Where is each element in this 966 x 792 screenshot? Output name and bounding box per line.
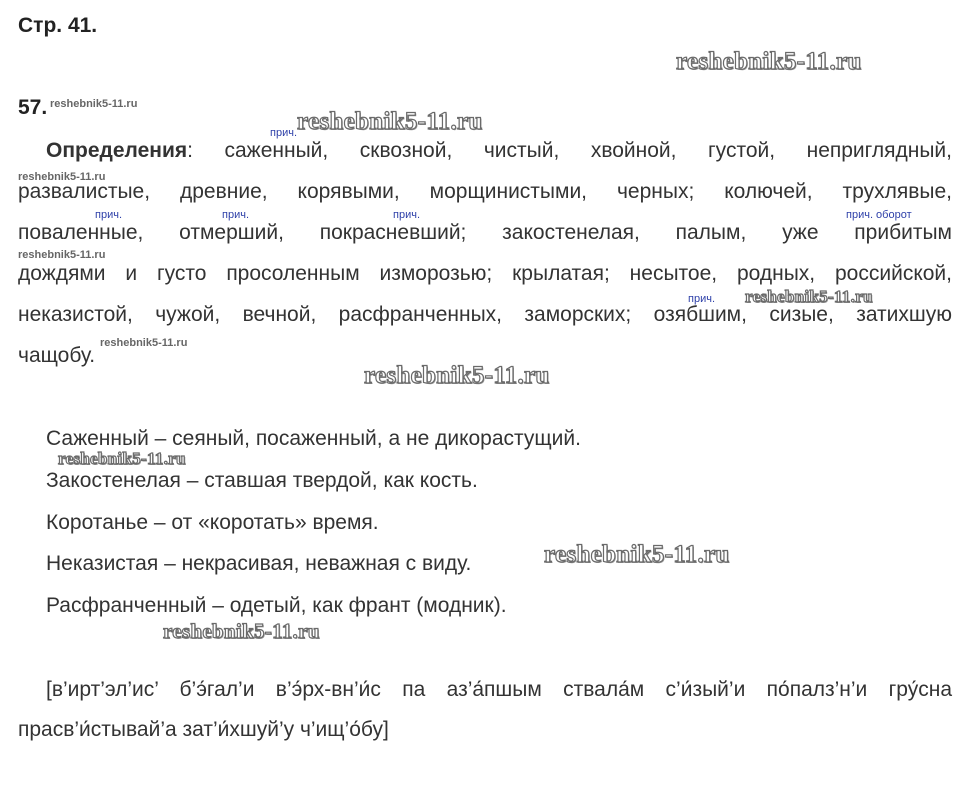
annotation-participle: прич. — [688, 293, 716, 305]
watermark: reshebnik5-11.ru — [676, 48, 862, 75]
exercise-number: 57. — [18, 96, 48, 119]
transcription-line-1: [в’ирт’эл’ис’ б’э́гал’и в’э́рх-вн’и́с па аз’а́пшым ствала́м с’и́зый’и по́палз’н’и гру́сна — [46, 678, 952, 701]
watermark: reshebnik5-11.ru — [297, 108, 483, 135]
glossary-item: Саженный – сеяный, посаженный, а не дикорастущий. — [46, 427, 581, 450]
watermark: reshebnik5-11.ru — [364, 362, 550, 389]
glossary-item: Расфранченный – одетый, как франт (модник). — [46, 594, 507, 617]
watermark-small: reshebnik5-11.ru — [50, 98, 138, 110]
definitions-line-6: чащобу. — [18, 344, 96, 367]
glossary-item: Неказистая – некрасивая, неважная с виду. — [46, 552, 472, 575]
transcription-line-2: прасв’и́стывай’а зат’и́хшуй’у ч’ищ’о́бу] — [18, 718, 389, 741]
definitions-line-5: неказистой, чужой, вечной, расфранченных, заморских; озябшим, сизые, затихшую — [18, 303, 952, 326]
definitions-line-3: поваленные, отмерший, покрасневший; закостенелая, палым, уже прибитым — [18, 221, 952, 244]
annotation-participle: прич. — [222, 209, 250, 221]
watermark: reshebnik5-11.ru — [745, 287, 873, 306]
definitions-label: Определения — [46, 139, 188, 162]
annotation-participial-phrase: прич. оборот — [846, 209, 912, 221]
definitions-line-1 — [18, 139, 952, 163]
watermark-small: reshebnik5-11.ru — [18, 171, 106, 183]
annotation-participle: прич. — [95, 209, 123, 221]
glossary-item: Закостенелая – ставшая твердой, как кость. — [46, 469, 478, 492]
annotation-participle: прич. — [270, 127, 298, 139]
annotation-participle: прич. — [393, 209, 421, 221]
glossary-item: Коротанье – от «коротать» время. — [46, 511, 379, 534]
definitions-line-4: дождями и густо просоленным изморозью; крылатая; несытое, родных, российской, — [18, 262, 952, 285]
watermark: reshebnik5-11.ru — [163, 619, 320, 643]
definitions-line-2: развалистые, древние, корявыми, морщинистыми, черных; колючей, трухлявые, — [18, 180, 952, 203]
watermark-small: reshebnik5-11.ru — [100, 337, 188, 349]
page-reference: Стр. 41. — [18, 14, 98, 37]
watermark: reshebnik5-11.ru — [544, 541, 730, 568]
watermark: reshebnik5-11.ru — [58, 449, 186, 468]
watermark-small: reshebnik5-11.ru — [18, 249, 106, 261]
definitions-text: : саженный, сквозной, чистый, хвойной, густой, неприглядный, — [187, 139, 952, 162]
